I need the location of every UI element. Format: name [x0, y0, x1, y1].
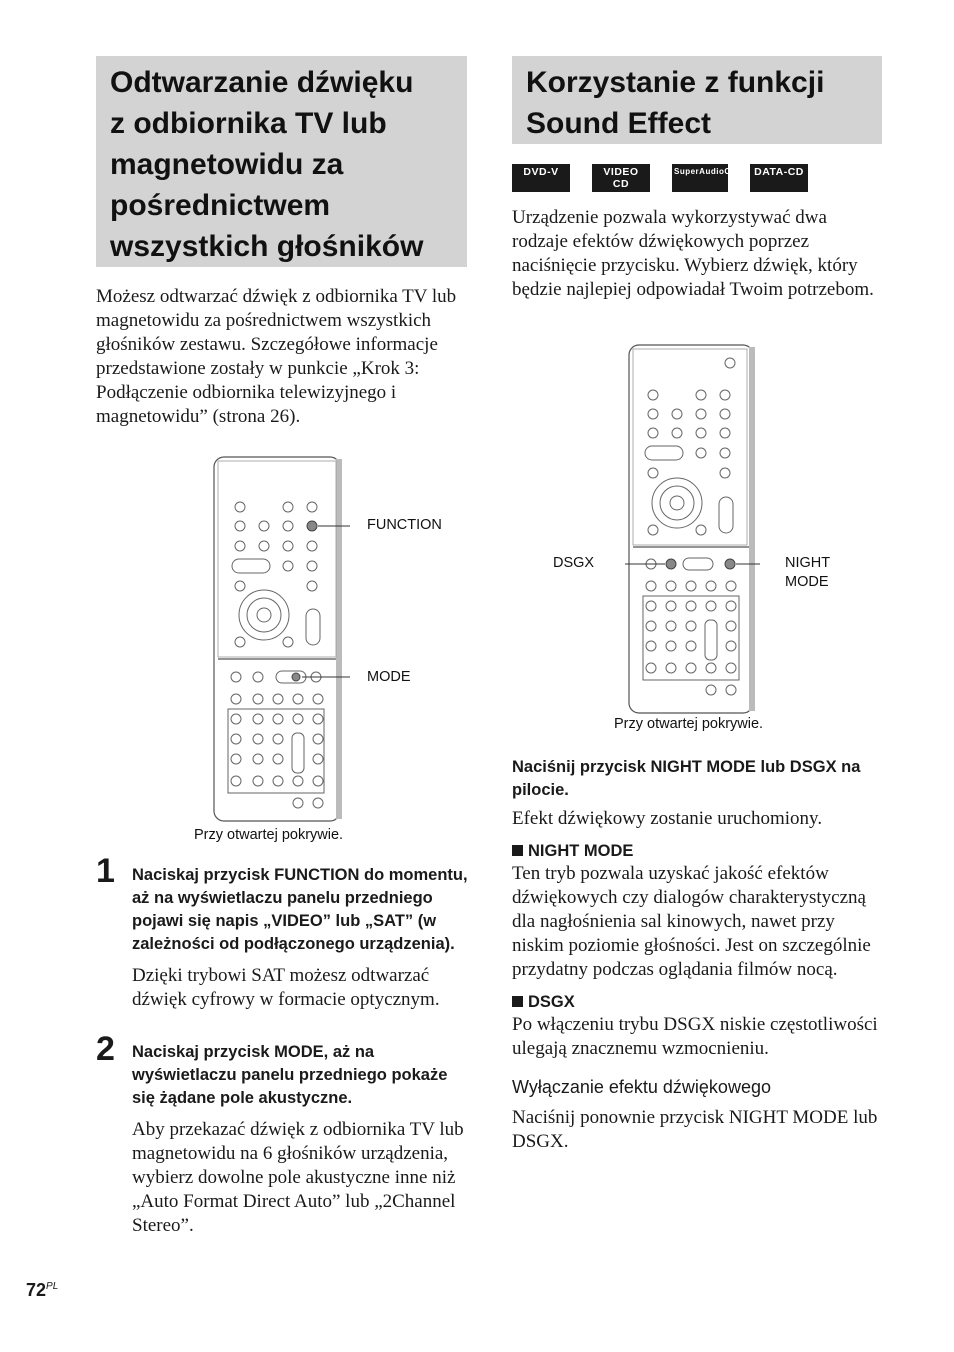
label-dsgx: DSGX: [553, 555, 595, 571]
step-2-note: Aby przekazać dźwięk z odbiornika TV lub magnetowidu na 6 głośników urządzenia, wybierz dowolne pole akustyczne inne niż „Auto Format Direct Auto” lub „2Channel Stereo”.: [132, 1119, 464, 1236]
left-intro: [96, 285, 468, 429]
night-mode-heading: [512, 840, 884, 862]
left-title: [110, 62, 453, 267]
square-bullet-icon: [512, 996, 523, 1007]
step-1: [132, 864, 468, 1012]
right-caption: Przy otwartej pokrywie.: [614, 716, 764, 732]
step-2: [132, 1041, 468, 1238]
left-title-line: z odbiornika TV lub: [110, 107, 387, 140]
left-title-line: Odtwarzanie dźwięku: [110, 66, 414, 99]
right-title-line: Korzystanie z funkcji: [526, 66, 825, 99]
off-heading: Wyłączanie efektu dźwiękowego: [512, 1077, 771, 1097]
label-function: FUNCTION: [367, 517, 442, 533]
page-number-value: 72: [26, 1280, 47, 1300]
right-remote-illustration: [625, 343, 760, 715]
right-intro-text: Urządzenie pozwala wykorzystywać dwa rodzaje efektów dźwiękowych poprzez naciśnięcie przycisku. Wybierz dźwięk, który będzie najlepiej odpowiadał Twoim potrzebom.: [512, 207, 874, 300]
right-instructions: [512, 756, 884, 1154]
step-2-instruction: Naciskaj przycisk MODE, aż na wyświetlaczu panelu przedniego pokaże się żądane pole akustyczne.: [132, 1043, 448, 1107]
night-mode-text: Ten tryb pozwala uzyskać jakość efektów dźwiękowych czy dialogów charakterystyczną dla nagłośnienia sal kinowych, nawet przy niskim poziomie głośności. Jest on szczególnie przydatny podczas oglądania filmów nocą.: [512, 863, 871, 980]
left-title-box: [96, 56, 467, 267]
square-bullet-icon: [512, 845, 523, 856]
badge-dvd-v: DVD-V: [512, 164, 570, 192]
badge-video-cd: VIDEO CD: [592, 164, 650, 192]
right-title-box: [512, 56, 882, 144]
step-1-note: Dzięki trybowi SAT możesz odtwarzać dźwięk cyfrowy w formacie optycznym.: [132, 965, 440, 1010]
right-title: [526, 62, 868, 144]
dsgx-text: Po włączeniu trybu DSGX niskie częstotliwości ulegają znacznemu wzmocnieniu.: [512, 1014, 878, 1059]
left-intro-text: Możesz odtwarzać dźwięk z odbiornika TV lub magnetowidu za pośrednictwem wszystkich głośników zestawu. Szczegółowe informacje przedstawione zostały w punkcie „Krok 3: Podłączenie odbiornika telewizyjnego i magnetowidu” (strona 26).: [96, 286, 457, 427]
step-2-number: 2: [96, 1030, 115, 1068]
badge-super-audio-cd: SuperAudioCD: [672, 164, 728, 192]
badge-data-cd: DATA-CD: [750, 164, 808, 192]
label-night-mode: NIGHT MODE: [785, 555, 830, 590]
dsgx-heading: [512, 991, 884, 1013]
left-title-line: wszystkich głośników: [110, 230, 424, 263]
step-1-instruction: Naciskaj przycisk FUNCTION do momentu, aż na wyświetlaczu panelu przedniego pojawi się napis „VIDEO” lub „SAT” (w zależności od podłączonego urządzenia).: [132, 866, 468, 953]
night-mode-heading-text: NIGHT MODE: [528, 842, 634, 860]
disc-badges: [512, 164, 808, 192]
left-title-line: pośrednictwem: [110, 189, 331, 222]
left-caption: Przy otwartej pokrywie.: [194, 827, 344, 843]
off-text: Naciśnij ponownie przycisk NIGHT MODE lub DSGX.: [512, 1107, 878, 1152]
right-title-line: Sound Effect: [526, 107, 711, 140]
right-instruction: Naciśnij przycisk NIGHT MODE lub DSGX na pilocie.: [512, 758, 861, 799]
label-mode: MODE: [367, 669, 411, 685]
dsgx-heading-text: DSGX: [528, 993, 575, 1011]
right-intro: [512, 206, 884, 302]
left-title-line: magnetowidu za: [110, 148, 344, 181]
right-result: Efekt dźwiękowy zostanie uruchomiony.: [512, 808, 823, 829]
left-remote-illustration: [210, 455, 350, 823]
page-number: [26, 1280, 58, 1301]
step-1-number: 1: [96, 852, 115, 890]
page-number-suffix: PL: [46, 1281, 59, 1292]
